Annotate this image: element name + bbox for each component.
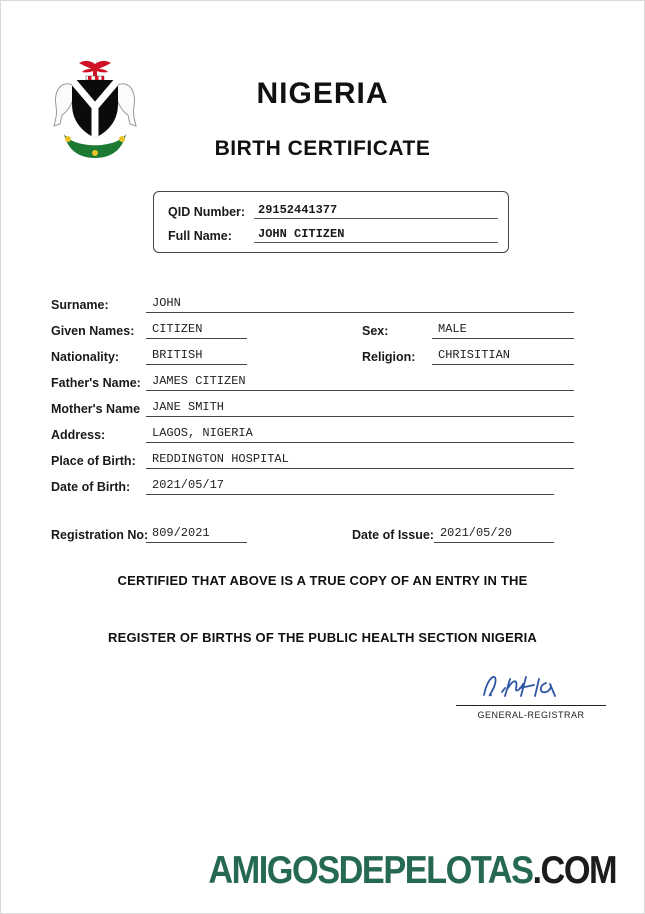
registration-issue-row xyxy=(51,523,574,543)
place-of-birth-label: Place of Birth: xyxy=(51,454,136,468)
watermark-main: AMIGOSDEPELOTAS xyxy=(208,848,533,892)
certified-line-2: REGISTER OF BIRTHS OF THE PUBLIC HEALTH SECTION NIGERIA xyxy=(108,630,537,645)
sex-value: MALE xyxy=(432,322,574,339)
registrar-signature-block xyxy=(456,667,606,720)
qid-number-value: 29152441377 xyxy=(254,203,498,219)
religion-label: Religion: xyxy=(362,350,416,364)
mothers-name-label: Mother's Name xyxy=(51,402,141,416)
surname-label: Surname: xyxy=(51,298,109,312)
nationality-value: BRITISH xyxy=(146,348,247,365)
qid-number-row xyxy=(168,201,498,219)
nationality-label: Nationality: xyxy=(51,350,120,364)
date-of-issue-value: 2021/05/20 xyxy=(434,526,554,543)
country-title: NIGERIA xyxy=(256,77,389,110)
certificate-header xyxy=(1,1,644,181)
certificate-title: BIRTH CERTIFICATE xyxy=(214,137,431,160)
full-name-label: Full Name: xyxy=(168,229,232,243)
nationality-religion-row xyxy=(51,345,574,365)
sex-label: Sex: xyxy=(362,324,389,338)
watermark-suffix: .COM xyxy=(532,848,616,892)
fathers-name-row xyxy=(51,371,574,391)
given-names-sex-row xyxy=(51,319,574,339)
registrar-signature xyxy=(456,667,606,703)
registrar-title: GENERAL-REGISTRAR xyxy=(477,710,585,720)
given-names-value: CITIZEN xyxy=(146,322,247,339)
date-of-birth-value: 2021/05/17 xyxy=(146,478,554,495)
certified-statement xyxy=(1,573,644,645)
full-name-value: JOHN CITIZEN xyxy=(254,227,498,243)
full-name-row xyxy=(168,225,498,243)
qid-box xyxy=(153,191,509,253)
fathers-name-label: Father's Name: xyxy=(51,376,141,390)
certified-line-1: CERTIFIED THAT ABOVE IS A TRUE COPY OF AN ENTRY IN THE xyxy=(117,573,528,588)
registration-no-label: Registration No: xyxy=(51,528,149,542)
surname-row xyxy=(51,293,574,313)
date-of-issue-label: Date of Issue: xyxy=(352,528,434,542)
place-of-birth-value: REDDINGTON HOSPITAL xyxy=(146,452,574,469)
date-of-birth-row xyxy=(51,475,574,495)
place-of-birth-row xyxy=(51,449,574,469)
signature-line xyxy=(456,705,606,706)
qid-number-label: QID Number: xyxy=(168,205,246,219)
registration-no-value: 809/2021 xyxy=(146,526,247,543)
religion-value: CHRISITIAN xyxy=(432,348,574,365)
date-of-birth-label: Date of Birth: xyxy=(51,480,131,494)
mothers-name-row xyxy=(51,397,574,417)
address-row xyxy=(51,423,574,443)
given-names-label: Given Names: xyxy=(51,324,135,338)
address-value: LAGOS, NIGERIA xyxy=(146,426,574,443)
fathers-name-value: JAMES CITIZEN xyxy=(146,374,574,391)
surname-value: JOHN xyxy=(146,296,574,313)
mothers-name-value: JANE SMITH xyxy=(146,400,574,417)
watermark xyxy=(208,848,616,893)
address-label: Address: xyxy=(51,428,106,442)
certificate-fields xyxy=(51,293,574,543)
